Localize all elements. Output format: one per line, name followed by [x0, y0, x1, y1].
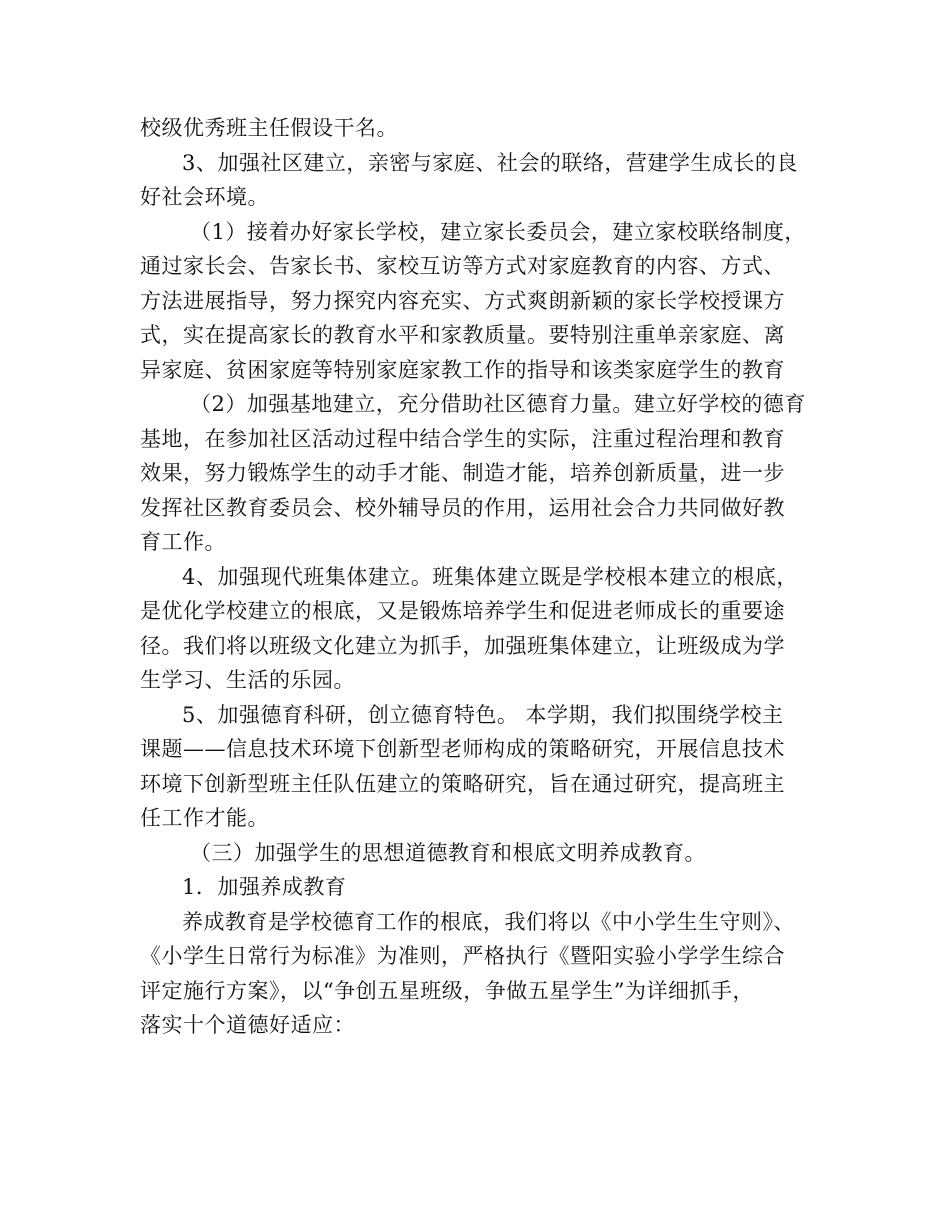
text-line: 径。我们将以班级文化建立为抓手，加强班集体建立，让班级成为学 [140, 633, 785, 658]
text-line: 落实十个道德好适应： [140, 1013, 355, 1037]
section-heading: （三）加强学生的思想道德教育和根底文明养成教育。 [190, 840, 706, 865]
text-line: 基地，在参加社区活动过程中结合学生的实际，注重过程治理和教育 [140, 426, 785, 451]
text-line: （1）接着办好家长学校，建立家长委员会，建立家校联络制度， [190, 219, 806, 244]
text-line: 5、加强德育科研，创立德育特色。 本学期，我们拟围绕学校主 [182, 702, 784, 727]
text-line: 通过家长会、告家长书、家校互访等方式对家庭教育的内容、方式、 [140, 254, 785, 278]
text-line: 3、加强社区建立，亲密与家庭、社会的联络，营建学生成长的良 [182, 150, 798, 175]
text-line: 是优化学校建立的根底，又是锻炼培养学生和促进老师成长的重要途 [140, 599, 785, 623]
text-line: 效果，努力锻炼学生的动手才能、制造才能，培养创新质量，进一步 [140, 461, 785, 485]
text-line: 校级优秀班主任假设干名。 [140, 116, 398, 140]
text-line: 方法进展指导，努力探究内容充实、方式爽朗新颖的家长学校授课方 [140, 288, 785, 313]
document-body [140, 111, 820, 1043]
text-line: 育工作。 [140, 530, 226, 554]
text-line: 生学习、生活的乐园。 [140, 668, 355, 692]
text-line: 好社会环境。 [140, 185, 269, 209]
text-line: 评定施行方案》，以“争创五星班级，争做五星学生”为详细抓手， [140, 978, 754, 1003]
text-line: 4、加强现代班集体建立。班集体建立既是学校根本建立的根底， [182, 564, 798, 589]
text-line: 课题——信息技术环境下创新型老师构成的策略研究，开展信息技术 [140, 737, 785, 761]
text-line: 养成教育是学校德育工作的根底，我们将以《中小学生生守则》、 [182, 909, 795, 934]
text-line: 异家庭、贫困家庭等特别家庭家教工作的指导和该类家庭学生的教育 [140, 357, 785, 382]
text-line: 环境下创新型班主任队伍建立的策略研究，旨在通过研究，提高班主 [140, 771, 785, 796]
text-line: 《小学生日常行为标准》为准则，严格执行《暨阳实验小学学生综合 [140, 944, 785, 968]
subsection-heading: 1．加强养成教育 [182, 875, 347, 899]
text-line: （2）加强基地建立，充分借助社区德育力量。建立好学校的德育 [190, 392, 806, 416]
text-line: 任工作才能。 [140, 806, 269, 830]
text-line: 式，实在提高家长的教育水平和家教质量。要特别注重单亲家庭、离 [140, 323, 785, 347]
text-line: 发挥社区教育委员会、校外辅导员的作用，运用社会合力共同做好教 [140, 495, 785, 520]
